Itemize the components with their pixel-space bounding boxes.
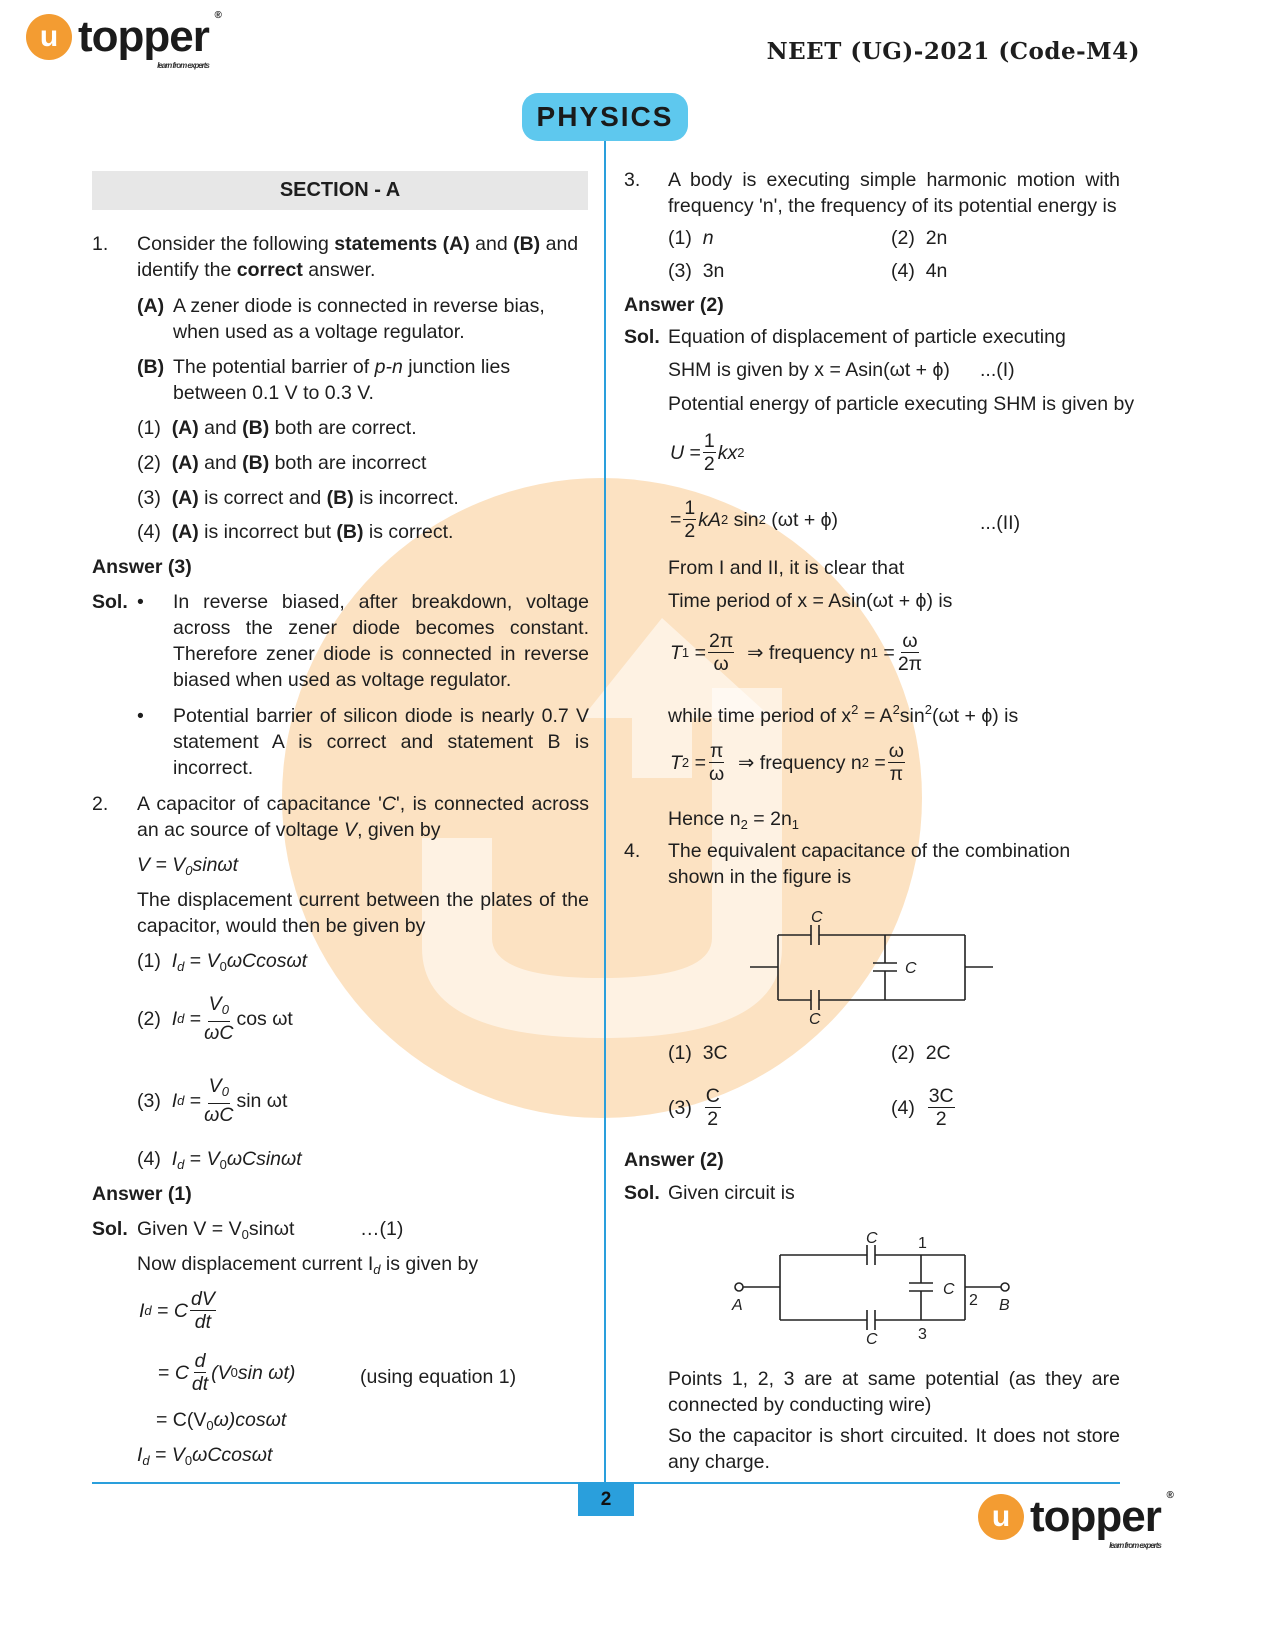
q2-s1-eq: = [157,1299,169,1322]
q2-sol-now-sub: d [373,1262,381,1277]
q3-sol-6 [668,697,1018,729]
q1-opt2-num: (2) [137,452,161,474]
q1-number: 1. [92,233,109,255]
q2-o4-I: I [171,1148,178,1170]
q3-T1-frac [708,630,734,675]
sol-point-3: 3 [918,1326,927,1343]
q3-T2-frac [708,740,725,785]
q4-number: 4. [624,840,641,862]
q3-option-1 [668,225,714,251]
q3-n2-num: ω [888,740,904,762]
q3-pe-frac-2 [683,497,696,542]
q2-s2-sub: 0 [230,1364,238,1380]
q1-opt3-m: is correct and [198,487,327,509]
q2-answer: Answer (1) [92,1183,192,1205]
q3-option-2 [891,225,947,251]
q2-o2-den: ωC [204,1022,234,1044]
q2-sol-given-sub: 0 [241,1227,249,1242]
q2-o3-eq: = [189,1089,202,1112]
q2-s2-eq: = [158,1361,170,1384]
sol-node-a: A [732,1297,743,1314]
q3-hence-sub1: 2 [740,817,748,832]
footer-logo-mark-icon: u [978,1494,1024,1540]
q1-option-1 [137,415,417,441]
q2-o2-d: d [177,1010,185,1026]
q3-pe-f2-den: 2 [684,520,696,542]
q3-T1: T [670,641,682,664]
q3-freq-1-sub: 1 [870,644,879,660]
q1-opt1-m: and [198,417,243,439]
q3-hence [668,806,799,838]
q3-sol6-end: sin [899,705,925,727]
q2-sol-given [137,1216,294,1248]
q3-T1-den: ω [713,653,729,675]
q3-number: 3. [624,169,641,191]
q1-sol-label: Sol. [92,591,128,613]
q4-o2-v: 2C [925,1042,951,1064]
q2-s2-C: C [174,1361,189,1384]
sol-cap-mid-label: C [943,1281,955,1298]
q4-option-4 [891,1085,957,1130]
registered-mark: ® [214,10,221,21]
q4-o3-den: 2 [707,1108,719,1130]
q4-o3-n: (3) [668,1096,692,1119]
q2-o4-eq: = [189,1148,202,1170]
q4-o3-frac [705,1085,721,1130]
q1-statement-b [173,354,589,406]
q3-T1-sub: 1 [681,644,690,660]
q3-n1-frac [897,630,923,675]
q4-cap-top-label: C [811,909,823,926]
q3-o4-v: 4n [925,260,948,282]
q1-statement-b-label: (B) [137,356,165,378]
q2-sol-now-text: Now displacement current I [137,1253,374,1275]
q2-sol-line-1 [139,1288,218,1333]
q1-opt2-e: both are incorrect [269,452,427,474]
sol-point-1: 1 [918,1235,927,1252]
q3-sol-2: SHM is given by x = Asin(ωt + ϕ) [668,359,950,381]
q2-stem-d: V [344,819,358,841]
q3-freq-1: ⇒ frequency n [747,641,871,664]
q3-pe-kA-sup: 2 [721,511,729,527]
q1-sol-1: In reverse biased, after breakdown, voltage across the zener diode becomes constant. Therefore zener diode is connected in reverse biased when used as voltage regulator. [173,591,589,691]
q2-o1-d: d [177,959,185,974]
q1-opt4-b: (B) [336,521,364,543]
footer-registered-mark: ® [1166,1490,1173,1501]
q1-bullet-1: • [137,591,144,613]
q2-s2-den: dt [191,1373,209,1395]
q1-opt3-b: (B) [326,487,354,509]
q4-sol-2: Points 1, 2, 3 are at same potential (as they are connected by conducting wire) [668,1368,1120,1416]
q4-sol-label: Sol. [624,1182,660,1204]
q2-o1-rhs: V [206,950,220,972]
q2-number: 2. [92,793,109,815]
q3-n1-num: ω [902,630,918,652]
q1-option-3 [137,485,459,511]
q1-opt4-e: is correct. [363,521,454,543]
sol-cap-top-label: C [866,1230,878,1247]
q2-o4-n: (4) [137,1148,161,1170]
q2-s1-I: I [139,1299,145,1322]
q4-sol-1: Given circuit is [668,1182,795,1204]
q2-o1-rhs2: ωCcosωt [226,950,308,972]
q2-stem-c: ', is connected across an ac source of voltage [137,793,589,841]
q2-s3-end: ω)cosωt [213,1409,287,1431]
q1-stem [137,231,589,283]
q3-sol-1: Equation of displacement of particle executing [668,326,1066,348]
q2-s2-tail: (V [211,1361,231,1384]
logo-wordmark [78,10,221,70]
q1-opt1-num: (1) [137,417,161,439]
q3-pe-f2-num: 1 [684,497,696,519]
footer-logo [978,1490,1173,1550]
q2-stem-a: A capacitor of capacitance ' [137,793,382,815]
q2-stem-e: , given by [357,819,441,841]
sol-node-b: B [999,1297,1010,1314]
q3-option-3 [668,258,724,284]
q2-s4-d: d [142,1453,150,1468]
q1-opt1-e: both are correct. [269,417,417,439]
q1-opt1-b: (B) [242,417,270,439]
q2-o3-frac [203,1075,234,1126]
q4-o3-num: C [705,1085,720,1107]
q4-o1-v: 3C [702,1042,728,1064]
q4-cap-mid-label: C [905,960,917,977]
q4-cap-bottom-label: C [809,1011,821,1025]
q3-pe-eq-1: U = $\frac{1}{2}$ kx 2 [670,430,745,475]
q3-freq-2: ⇒ frequency n [738,751,862,774]
q2-s3-sub: 0 [206,1418,214,1433]
q2-sol-now [137,1251,478,1283]
q3-T2: T [670,751,682,774]
q2-o1-I: I [171,950,178,972]
q2-o2-num-sub: 0 [221,1002,229,1017]
q1-bullet-2: • [137,705,144,727]
q3-pe-eq-2: = $\frac{1}{2}$ kA 2 sin 2 (ωt + ϕ) [670,497,839,542]
q2-o2-tail: cos ωt [236,1007,293,1030]
q4-stem: The equivalent capacitance of the combination shown in the figure is [668,840,1071,888]
q1-stb-c: junction lies between 0.1 V to 0.3 V. [173,356,511,404]
q2-equation [137,852,238,884]
q1-sol-2: Potential barrier of silicon diode is nearly 0.7 V statement A is correct and statement B is incorrect. [173,705,589,779]
q2-sol-line-2-note: (using equation 1) [360,1366,517,1388]
q1-statement-a: A zener diode is connected in reverse bias, when used as a voltage regulator. [173,295,545,343]
q1-opt2-m: and [198,452,243,474]
q2-o2-n: (2) [137,1007,161,1030]
q1-opt4-a: (A) [171,521,199,543]
q3-sol6-end2: (ωt + ϕ) is [931,705,1019,727]
q2-s1-C: C [173,1299,188,1322]
q3-o3-v: 3n [702,260,725,282]
q1-statement-a-label: (A) [137,295,165,317]
q2-o3-n: (3) [137,1089,161,1112]
q1-stem-g: answer. [302,259,376,281]
q4-option-2 [891,1040,951,1066]
footer-logo-tagline: learn from experts [1109,1541,1161,1550]
q1-option-4 [137,519,453,545]
q3-n2-frac [888,740,905,785]
q3-o2-n: (2) [891,227,915,249]
q3-pe-kx: kx [717,441,738,464]
q2-s1-frac [190,1288,216,1333]
exam-code: NEET (UG)-2021 (Code-M4) [766,38,1140,65]
q3-stem: A body is executing simple harmonic motion with frequency 'n', the frequency of its potential energy is [668,169,1120,217]
q3-option-4 [891,258,947,284]
q4-option-1 [668,1040,728,1066]
q2-o1-eq: = [189,950,202,972]
q2-o4-sub: 0 [219,1157,227,1172]
q3-o1-v: n [702,227,714,249]
q4-option-3 [668,1085,723,1130]
q3-sol-2-ref: ...(I) [980,359,1015,381]
q3-hence-a: Hence n [668,808,741,830]
q4-o2-n: (2) [891,1042,915,1064]
sol-cap-bottom-label: C [866,1331,878,1348]
q3-hence-sub2: 1 [791,817,800,832]
q3-pe-kx-sup: 2 [737,444,745,460]
q1-answer: Answer (3) [92,556,192,578]
q2-o3-I: I [171,1089,178,1112]
q4-o4-frac [928,1085,955,1130]
q2-s1-den: dt [194,1311,212,1333]
q4-o4-n: (4) [891,1096,915,1119]
q1-stb-b: p-n [374,356,403,378]
q2-s1-d: d [144,1302,152,1318]
q2-s4-eq: = [155,1444,167,1466]
q2-sol-now-end: is given by [380,1253,479,1275]
q2-o3-tail: sin ωt [236,1089,288,1112]
q3-pe-f1-den: 2 [703,453,715,475]
q3-pe-kA: kA [698,508,722,531]
page-number: 2 [578,1484,634,1516]
q1-opt1-a: (A) [171,417,199,439]
q2-sol-label: Sol. [92,1218,128,1240]
q2-o4-rhs: V [206,1148,220,1170]
q3-freq-2-sub: 2 [861,754,869,770]
q4-sol-3: So the capacitor is short circuited. It does not store any charge. [668,1425,1120,1473]
q2-o2-frac [203,993,234,1044]
q2-o4-d: d [177,1157,185,1172]
q3-sol6-mid: = A [858,705,893,727]
q3-sol-5: Time period of x = Asin(ωt + ϕ) is [668,590,953,612]
q3-n1-den: 2π [897,653,923,675]
footer-logo-text: topper [1030,1492,1161,1541]
q2-s1-num: dV [190,1288,215,1310]
q2-s4-end: ωCcosωt [192,1444,273,1466]
q2-stem-b: C [381,793,396,815]
q3-o4-n: (4) [891,260,915,282]
q4-answer: Answer (2) [624,1149,724,1171]
q3-sol-label: Sol. [624,326,660,348]
q2-s2-frac [191,1350,209,1395]
q2-s3-a: = C(V [156,1409,207,1431]
q3-pe-frac-1 [703,430,716,475]
q2-o1-n: (1) [137,950,161,972]
q3-T2-num: π [709,740,724,762]
q2-s4-V: V [171,1444,185,1466]
q2-o3-d: d [177,1092,185,1108]
q2-s4-sub: 0 [184,1453,193,1468]
q1-stem-d: (B) [513,233,541,255]
q1-stem-e: and identify the [137,233,579,281]
q3-n2-den: π [889,763,904,785]
q2-o1-sub: 0 [219,959,227,974]
q3-sol6-sup1: 2 [851,702,859,717]
sol-point-2: 2 [969,1292,978,1309]
q1-stem-f: correct [236,259,303,281]
q3-o1-n: (1) [668,227,692,249]
logo-text: topper [78,12,209,61]
q2-sol-line-4 [137,1442,272,1474]
q1-option-2 [137,450,426,476]
q3-T1-num: 2π [708,630,734,652]
logo-tagline: learn from experts [157,61,209,70]
q2-option-2 [137,993,293,1044]
q3-sol6-a: while time period of x [668,705,852,727]
q2-s2-tail2: sin ωt) [237,1361,296,1384]
q3-T2-den: ω [708,763,725,785]
q1-stb-a: The potential barrier of [173,356,375,378]
q2-o3-num-sub: 0 [221,1084,229,1099]
q2-stem-2: The displacement current between the plates of the capacitor, would then be given by [137,889,589,937]
q4-o4-num: 3C [928,1085,954,1107]
q1-stem-c: and [469,233,514,255]
q3-sol-3: Potential energy of particle executing SHM is given by [668,393,1135,415]
q3-sol6-sup2: 2 [892,702,900,717]
q3-pe-ref-2: ...(II) [980,512,1021,534]
q2-sol-line-2 [158,1350,295,1395]
logo-mark-icon: u [26,14,72,60]
q4-solution-circuit [725,1225,1025,1350]
q1-opt4-m: is incorrect but [198,521,337,543]
q3-period-2: T 2 = $\frac{\pi}{\omega}$ ⇒ frequency n 2 = $\frac{\omega}{\pi}$ [670,740,904,785]
q4-o1-n: (1) [668,1042,692,1064]
q2-o2-I: I [171,1007,178,1030]
q1-opt3-e: is incorrect. [353,487,459,509]
q1-opt3-a: (A) [171,487,199,509]
q3-T2-sub: 2 [681,754,690,770]
q2-sol-line-3 [156,1407,286,1439]
section-heading: SECTION - A [92,171,588,210]
q2-option-1 [137,948,307,980]
q2-o2-num: V [208,993,222,1015]
q3-answer: Answer (2) [624,294,724,316]
q2-sol-given-text: Given V = V [137,1218,242,1240]
q3-o3-n: (3) [668,260,692,282]
q2-s2-num: d [194,1350,206,1372]
column-divider [604,141,606,1487]
footer-logo-wordmark [1030,1490,1173,1550]
q4-circuit-diagram [745,905,1005,1025]
header-logo [26,10,221,70]
q4-o4-den: 2 [935,1108,947,1130]
q3-period-1: T 1 = $\frac{2\pi}{\omega}$ ⇒ frequency n 1 = $\frac{\omega}{2\pi}$ [670,630,923,675]
q2-s4-I: I [137,1444,143,1466]
q3-pe-sin: sin [733,508,759,531]
q2-eq: V = V [137,854,186,876]
q1-opt2-b: (B) [242,452,270,474]
q2-stem [137,791,589,843]
q2-option-3 [137,1075,287,1126]
q3-pe-arg: (ωt + ϕ) [771,508,839,531]
q3-pe-U: U [670,441,685,464]
q3-sol6-sup3: 2 [924,702,932,717]
q2-sol-given-ref: …(1) [360,1218,404,1240]
q1-stem-a: Consider the following [137,233,335,255]
subject-pill: PHYSICS [522,93,688,141]
q2-option-4 [137,1146,302,1178]
q1-opt3-num: (3) [137,487,161,509]
q1-stem-b: statements (A) [334,233,470,255]
q2-o3-num: V [208,1075,222,1097]
q3-pe-sin-sup: 2 [758,511,766,527]
q2-o2-eq: = [189,1007,202,1030]
q3-hence-b: = 2n [747,808,792,830]
q3-pe-f1-num: 1 [703,430,715,452]
q3-o2-v: 2n [925,227,948,249]
q3-sol-4: From I and II, it is clear that [668,557,905,579]
q2-o3-den: ωC [204,1104,234,1126]
q2-sol-given-end: sinωt [248,1218,295,1240]
q1-opt2-a: (A) [171,452,199,474]
q1-opt4-num: (4) [137,521,161,543]
q2-eq-sub: 0 [185,863,193,878]
q2-o4-rhs2: ωCsinωt [226,1148,302,1170]
q2-eq-end: sinωt [192,854,239,876]
